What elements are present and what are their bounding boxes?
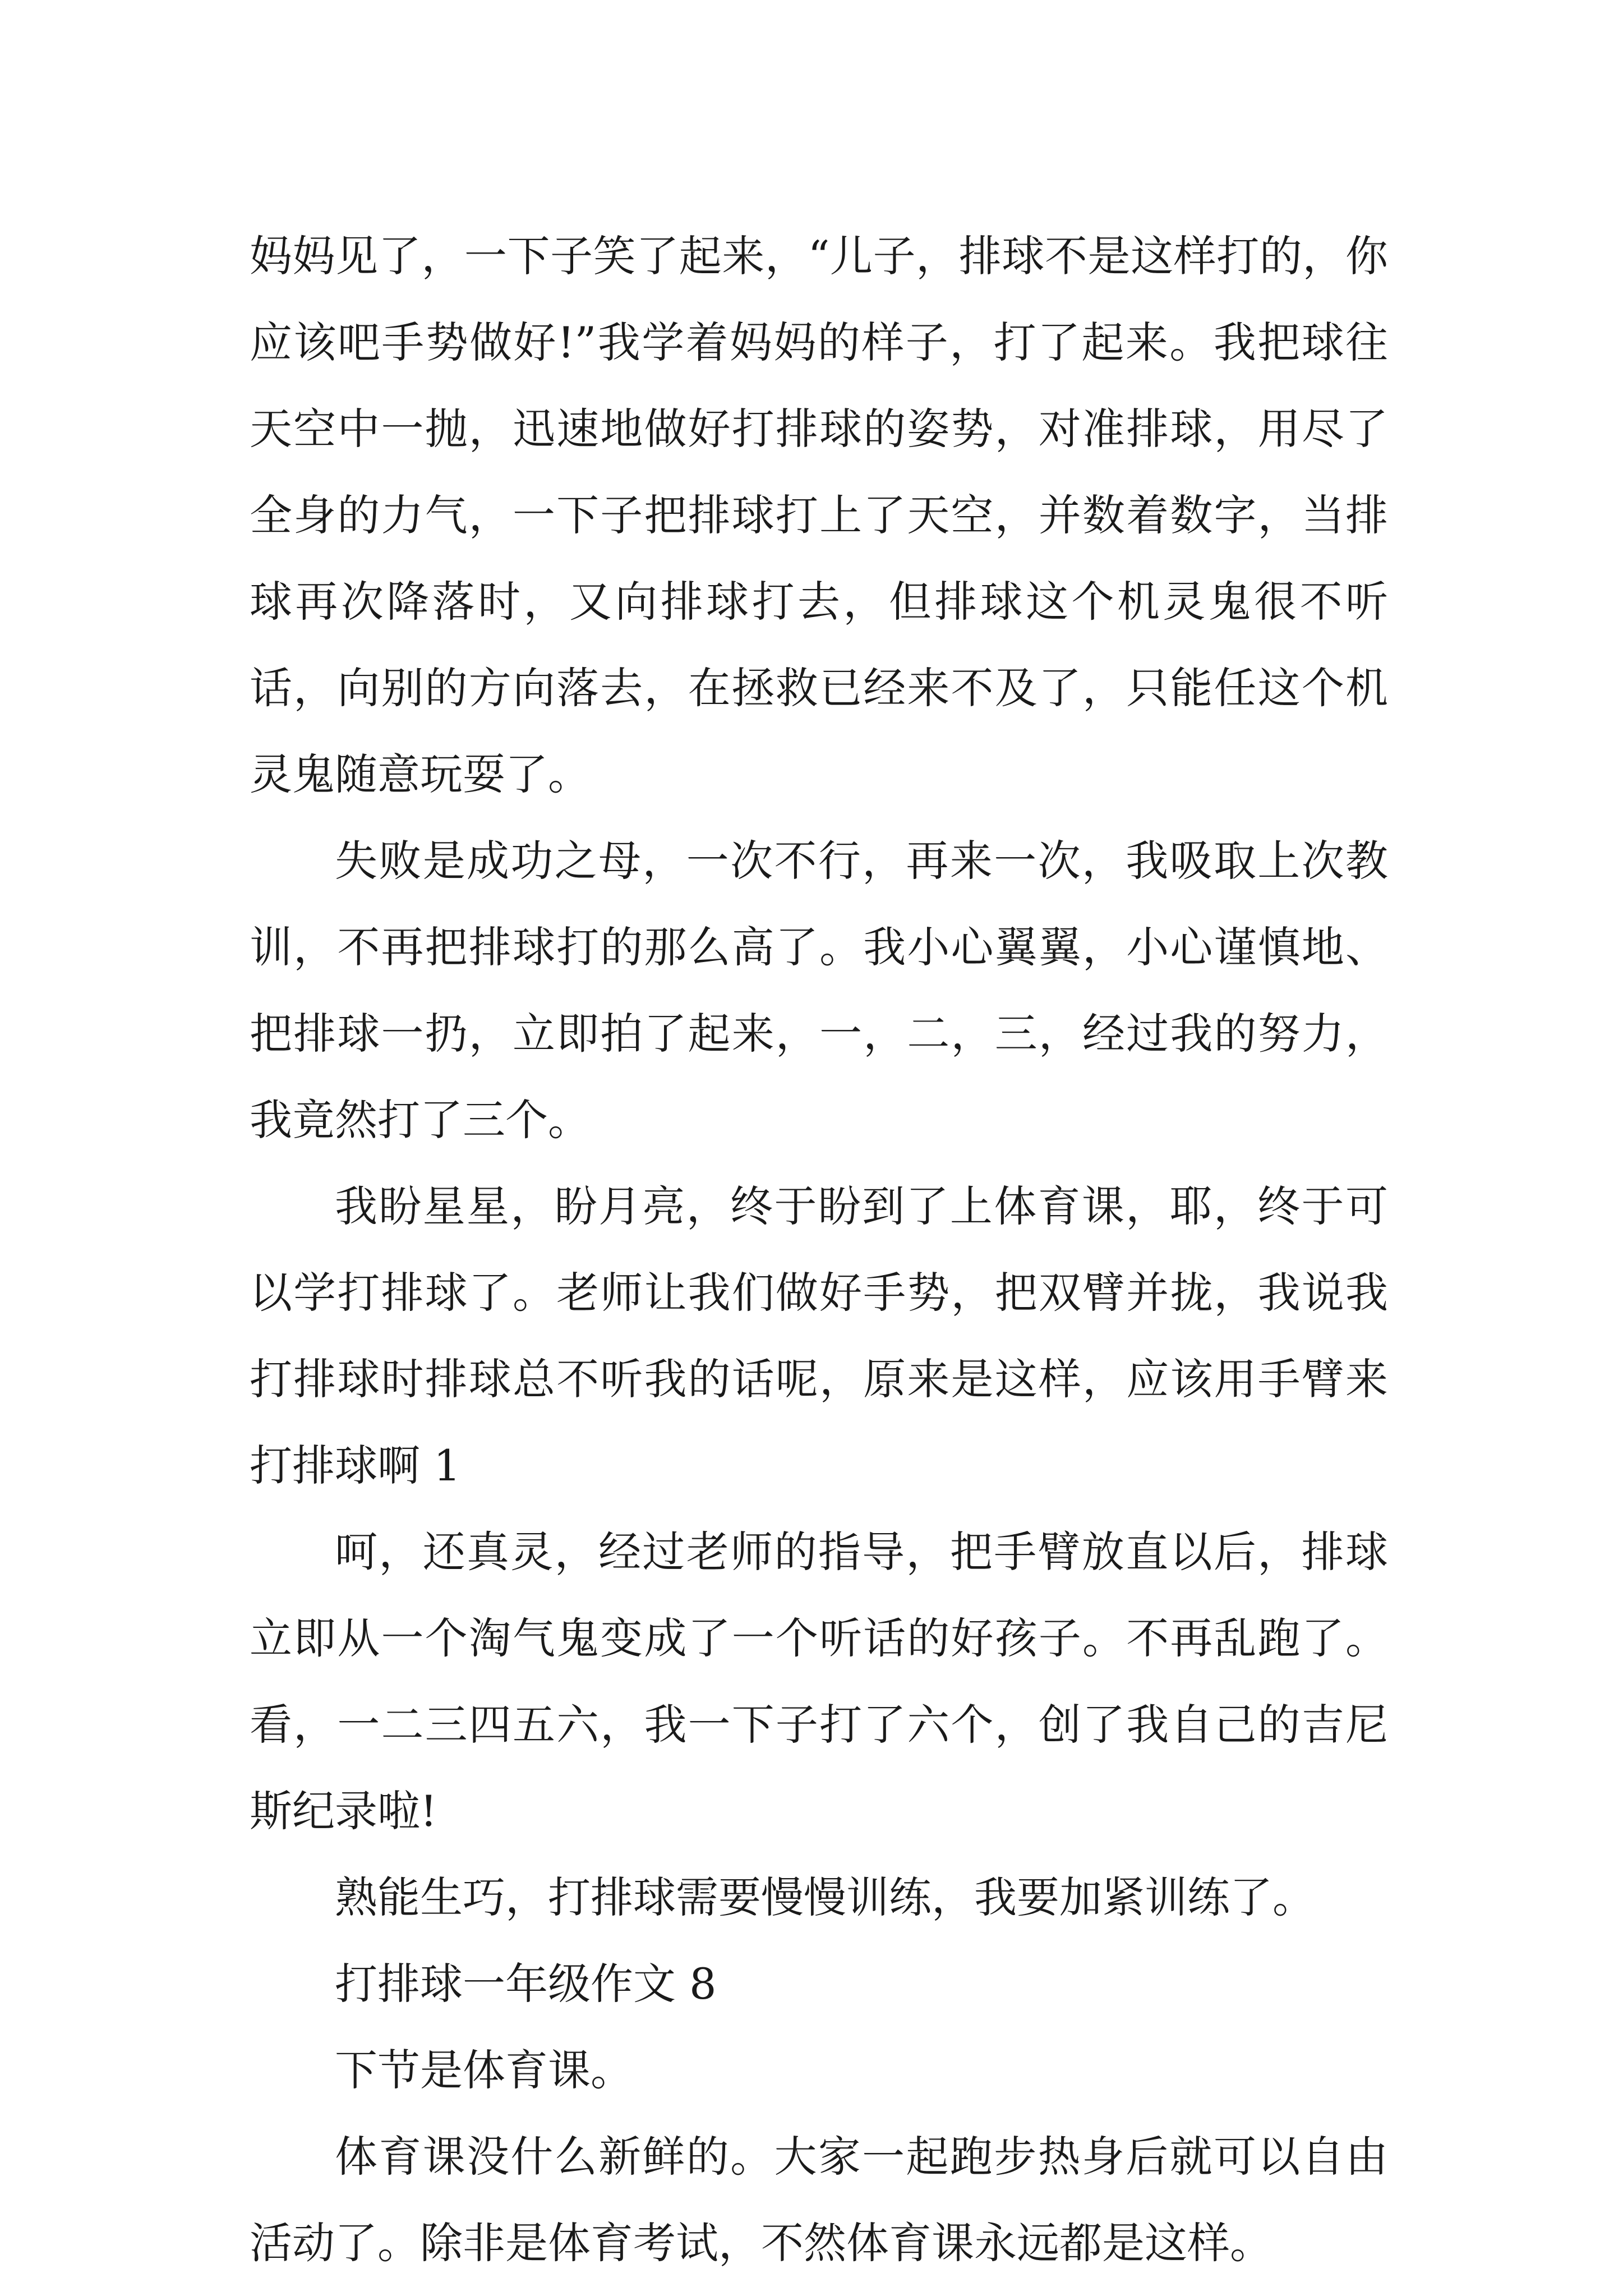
paragraph-7: 体育课没什么新鲜的。大家一起跑步热身后就可以自由活动了。除非是体育考试，不然体育课永远都是这样。 <box>250 2132 1388 2268</box>
paragraph-6: 下节是体育课。 <box>335 2045 633 2095</box>
paragraph-3: 我盼星星，盼月亮，终于盼到了上体育课，耶，终于可以学打排球了。老师让我们做好手势，把双臂并拢，我说我打排球时排球总不听我的话呢，原来是这样，应该用手臂来打排球啊 1 <box>250 1181 1388 1490</box>
paragraph-2: 失败是成功之母，一次不行，再来一次，我吸取上次教训，不再把排球打的那么高了。我小心翼翼，小心谨慎地、把排球一扔，立即拍了起来，一，二，三，经过我的努力，我竟然打了三个。 <box>250 836 1388 1145</box>
document-body <box>250 213 1388 2286</box>
paragraph-1: 妈妈见了，一下子笑了起来，“儿子，排球不是这样打的，你应该吧手势做好!”我学着妈妈的样子，打了起来。我把球往天空中一抛，迅速地做好打排球的姿势，对准排球，用尽了全身的力气，一下子把排球打上了天空，并数着数字，当排球再次降落时，又向排球打去，但排球这个机灵鬼很不听话，向别的方向落去，在拯救已经来不及了，只能任这个机灵鬼随意玩耍了。 <box>250 231 1388 799</box>
paragraph-5: 熟能生巧，打排球需要慢慢训练，我要加紧训练了。 <box>335 1872 1315 1922</box>
section-heading: 打排球一年级作文 8 <box>335 1959 717 2009</box>
paragraph-4: 呵，还真灵，经过老师的指导，把手臂放直以后，排球立即从一个淘气鬼变成了一个听话的好孩子。不再乱跑了。看，一二三四五六，我一下子打了六个，创了我自己的吉尼斯纪录啦! <box>250 1527 1388 1836</box>
